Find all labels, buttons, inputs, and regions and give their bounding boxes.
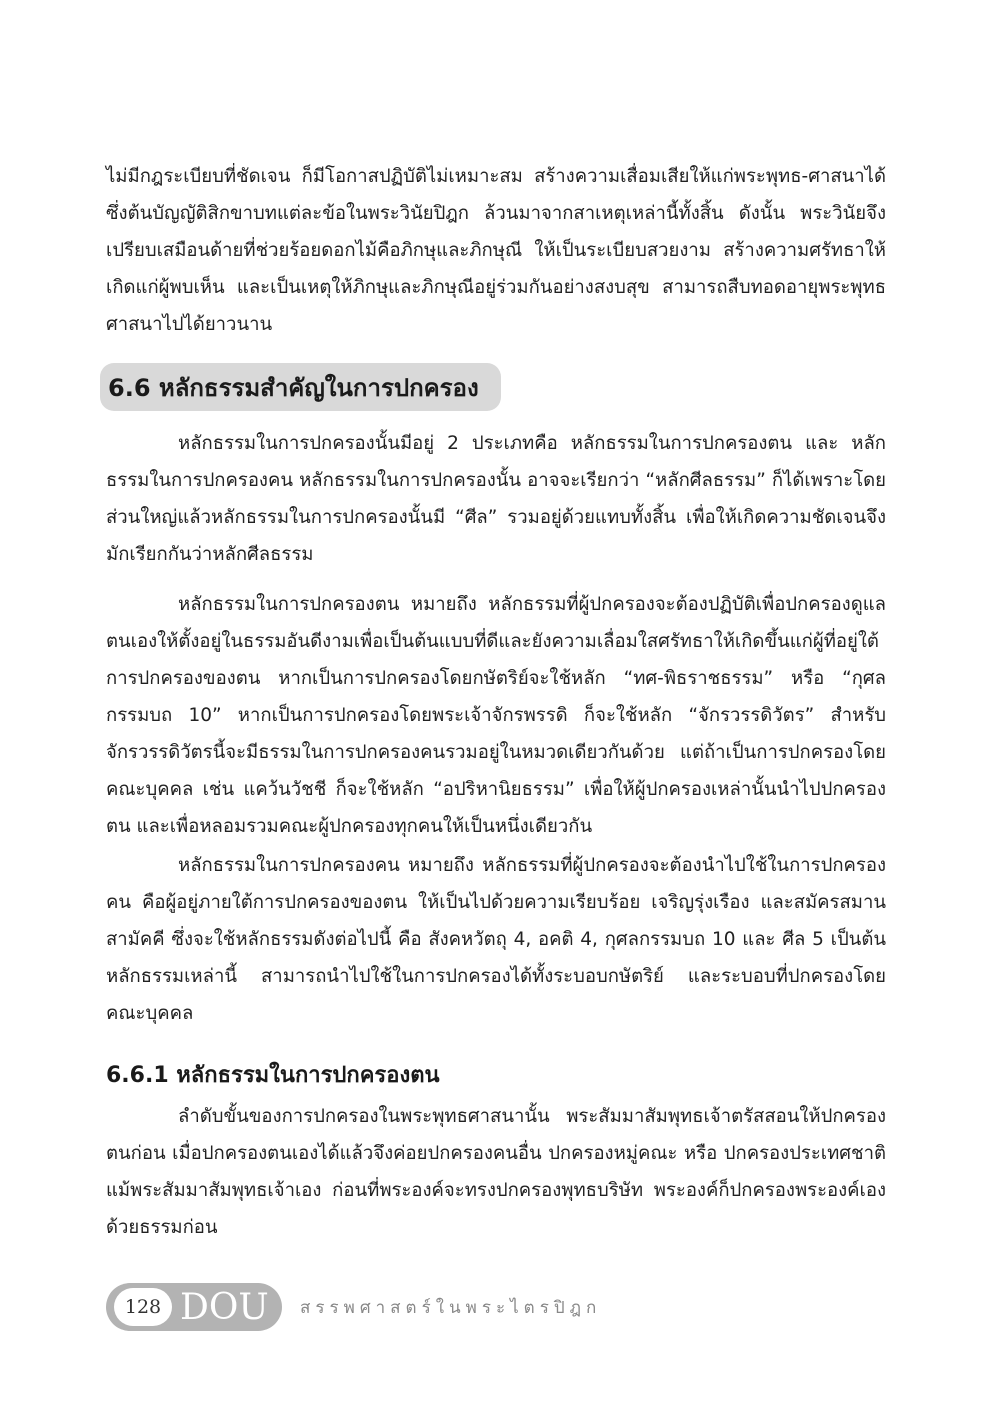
subsection-paragraph: ลำดับขั้นของการปกครองในพระพุทธศาสนานั้น พระสัมมาสัมพุทธเจ้าตรัสสอนให้ปกครองตนก่อน เมื่อปกครองตนเองได้แล้วจึงค่อยปกครองคนอื่น ปกครองหมู่คณะ หรือ ปกครองประเทศชาติ แม้พระสัมมาสัมพุทธเจ้าเอง ก่อนที่พระองค์จะทรงปกครองพุทธบริษัท พระองค์ก็ปกครองพระองค์เองด้วยธรรมก่อน	[106, 1106, 886, 1238]
subsection-heading: 6.6.1 หลักธรรมในการปกครองตน	[106, 1063, 440, 1088]
page-footer	[106, 1283, 601, 1331]
dou-logo: DOU	[180, 1286, 269, 1328]
section-paragraph: หลักธรรมในการปกครองคน หมายถึง หลักธรรมที่ผู้ปกครองจะต้องนำไปใช้ในการปกครองคน คือผู้อยู่ภายใต้การปกครองของตน ให้เป็นไปด้วยความเรียบร้อย เจริญรุ่งเรือง และสมัครสมานสามัคคี ซึ่งจะใช้หลักธรรมดังต่อไปนี้ คือ สังคหวัตถุ 4, อคติ 4, กุศลกรรมบถ 10 และ ศีล 5 เป็นต้น หลักธรรมเหล่านี้ สามารถนำไปใช้ในการปกครองได้ทั้งระบอบกษัตริย์ และระบอบที่ปกครองโดยคณะบุคคล	[106, 855, 886, 1024]
page-number: 128	[114, 1288, 172, 1326]
section-paragraph: หลักธรรมในการปกครองตน หมายถึง หลักธรรมที่ผู้ปกครองจะต้องปฏิบัติเพื่อปกครองดูแลตนเองให้ตั้งอยู่ในธรรมอันดีงามเพื่อเป็นต้นแบบที่ดีและยังความเลื่อมใสศรัทธาให้เกิดขึ้นแก่ผู้ที่อยู่ใต้การปกครองของตน หากเป็นการปกครองโดยกษัตริย์จะใช้หลัก “ทศ-พิธราชธรรม” หรือ “กุศลกรรมบถ 10” หากเป็นการปกครองโดยพระเจ้าจักรพรรดิ ก็จะใช้หลัก “จักรวรรดิวัตร” สำหรับจักรวรรดิวัตรนี้จะมีธรรมในการปกครองคนรวมอยู่ในหมวดเดียวกันด้วย แต่ถ้าเป็นการปกครองโดยคณะบุคคล เช่น แคว้นวัชชี ก็จะใช้หลัก “อปริหานิยธรรม” เพื่อให้ผู้ปกครองเหล่านั้นนำไปปกครองตน และเพื่อหลอมรวมคณะผู้ปกครองทุกคนให้เป็นหนึ่งเดียวกัน	[106, 594, 886, 837]
section-heading: 6.6 หลักธรรมสำคัญในการปกครอง	[100, 363, 501, 411]
book-title: สรรพศาสตร์ในพระไตรปิฎก	[300, 1297, 602, 1318]
intro-paragraph: ไม่มีกฎระเบียบที่ชัดเจน ก็มีโอกาสปฏิบัติไม่เหมาะสม สร้างความเสื่อมเสียให้แก่พระพุทธ-ศาสนาได้ ซึ่งต้นบัญญัติสิกขาบทแต่ละข้อในพระวินัยปิฎก ล้วนมาจากสาเหตุเหล่านี้ทั้งสิ้น ดังนั้น พระวินัยจึงเปรียบเสมือนด้ายที่ช่วยร้อยดอกไม้คือภิกษุและภิกษุณี ให้เป็นระเบียบสวยงาม สร้างความศรัทธาให้เกิดแก่ผู้พบเห็น และเป็นเหตุให้ภิกษุและภิกษุณีอยู่ร่วมกันอย่างสงบสุข สามารถสืบทอดอายุพระพุทธศาสนาไปได้ยาวนาน	[106, 166, 886, 335]
footer-badge	[106, 1283, 282, 1331]
section-paragraph: หลักธรรมในการปกครองนั้นมีอยู่ 2 ประเภทคือ หลักธรรมในการปกครองตน และ หลักธรรมในการปกครองคน หลักธรรมในการปกครองนั้น อาจจะเรียกว่า “หลักศีลธรรม” ก็ได้เพราะโดยส่วนใหญ่แล้วหลักธรรมในการปกครองนั้นมี “ศีล” รวมอยู่ด้วยแทบทั้งสิ้น เพื่อให้เกิดความชัดเจนจึงมักเรียกกันว่าหลักศีลธรรม	[106, 433, 886, 565]
